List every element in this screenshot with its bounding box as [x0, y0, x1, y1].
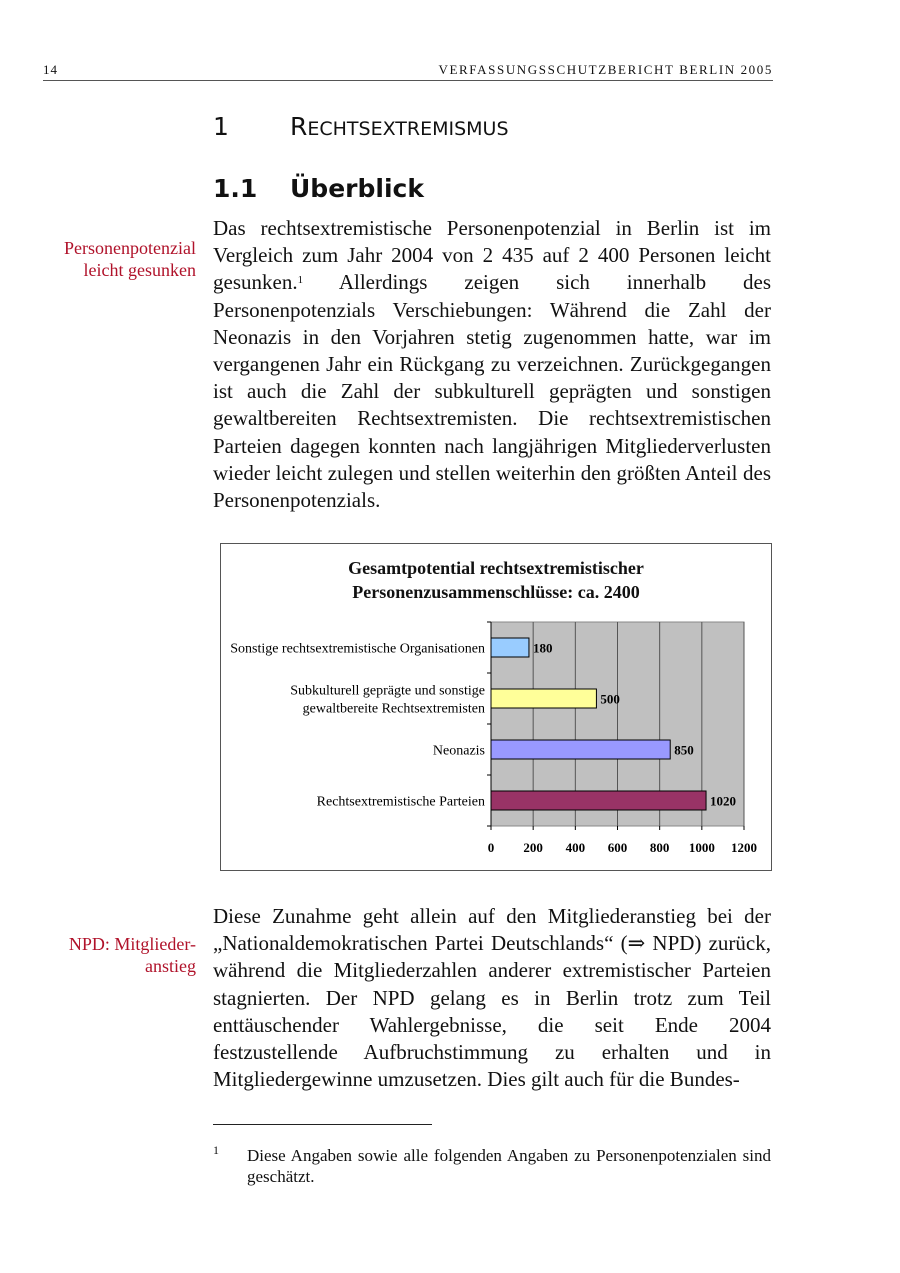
- x-tick-label: 0: [487, 840, 495, 855]
- bar: [491, 638, 529, 657]
- category-label: Subkulturell geprägte und sonstige: [290, 683, 485, 699]
- x-tick-label: 600: [607, 840, 628, 855]
- page-header: [43, 62, 773, 81]
- chart-title-line: Gesamtpotential rechtsextremistischer: [348, 558, 644, 578]
- chapter-title-rest: ECHTSEXTREMISMUS: [307, 118, 509, 140]
- page-number: 14: [43, 62, 58, 77]
- margin-note-line: leicht gesunken: [83, 260, 196, 280]
- data-label: 180: [532, 640, 553, 656]
- category-label: gewaltbereite Rechtsextremisten: [302, 701, 485, 717]
- paragraph-text: Das rechtsextremistische Personenpotenzial in Berlin ist im Vergleich zum Jahr 2004 von 2 435 auf 2 400 Personen leicht gesunken.: [213, 216, 771, 295]
- margin-note-personenpotenzial: [6, 237, 196, 281]
- data-label: 850: [674, 742, 694, 758]
- margin-note-line: anstieg: [145, 956, 196, 976]
- bar: [491, 791, 706, 810]
- x-tick-label: 400: [565, 840, 586, 855]
- footnote-separator: [213, 1124, 432, 1125]
- data-label: 1020: [710, 793, 737, 809]
- bar-chart: [221, 544, 771, 870]
- section-number: 1.1: [213, 174, 258, 203]
- bar: [491, 689, 596, 708]
- footnote-number: 1: [213, 1143, 219, 1157]
- x-tick-label: 1200: [731, 840, 757, 855]
- category-label: Neonazis: [432, 743, 485, 759]
- x-tick-label: 1000: [688, 840, 715, 855]
- paragraph-overview: [213, 215, 771, 514]
- bar: [491, 740, 670, 759]
- footnote-text: Diese Angaben sowie alle folgenden Angaben zu Personenpotenzialen sind geschätzt.: [247, 1146, 771, 1186]
- chapter-title-initial: R: [290, 112, 308, 141]
- paragraph-npd: Diese Zunahme geht allein auf den Mitgliederanstieg bei der „Nationaldemokratischen Partei Deutschlands“ (⇒ NPD) zurück, während die Mitgliederzahlen anderer extremistischer Parteien stagnierten. Der NPD gelang es in Berlin trotz zum Teil enttäuschender Wahlergebnisse, die seit Ende 2004 festzustellende Aufbruchstimmung zu erhalten und in Mitgliedergewinne umzusetzen. Dies gilt auch für die Bundes-: [213, 904, 771, 1092]
- x-tick-label: 200: [523, 840, 543, 855]
- running-title: VERFASSUNGSSCHUTZBERICHT BERLIN 2005: [438, 62, 773, 77]
- margin-note-npd: [6, 933, 196, 977]
- section-title: Überblick: [290, 174, 424, 203]
- margin-note-line: NPD: Mitglieder-: [68, 934, 196, 954]
- category-label: Sonstige rechtsextremistische Organisationen: [230, 641, 485, 657]
- paragraph-text: Allerdings zeigen sich innerhalb des Personenpotenzials Verschiebungen: Während die Zahl der Neonazis in den Vorjahren stetig zugenommen hatte, war im vergangenen Jahr ein Rückgang zu verzeichnen. Zurückgegangen ist auch die Zahl der subkulturell geprägten und sonstigen gewaltbereiten Rechtsextremisten. Die rechtsextremistischen Parteien dagegen konnten nach langjährigen Mitgliederverlusten wieder leicht zulegen und stellen weiterhin den größten Anteil des Personenpotenzials.: [213, 270, 771, 513]
- x-tick-label: 800: [649, 840, 670, 855]
- chapter-title: [290, 112, 509, 141]
- chart-title-line: Personenzusammenschlüsse: ca. 2400: [352, 582, 640, 602]
- footnote-reference[interactable]: 1: [297, 274, 304, 287]
- bar-chart-figure: [220, 543, 772, 871]
- data-label: 500: [600, 691, 620, 707]
- margin-note-line: Personenpotenzial: [64, 238, 196, 258]
- chapter-number: 1: [213, 112, 229, 141]
- category-label: Rechtsextremistische Parteien: [316, 794, 485, 810]
